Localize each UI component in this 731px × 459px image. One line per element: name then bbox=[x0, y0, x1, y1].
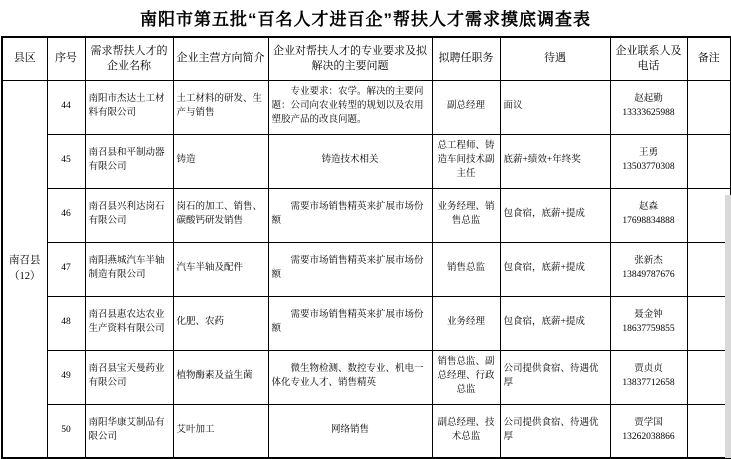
table-row-49 bbox=[2, 350, 731, 404]
contact-name: 赵起勤 bbox=[634, 94, 663, 105]
cell-no: 46 bbox=[47, 188, 85, 242]
table-row-44 bbox=[2, 80, 731, 134]
cell-salary: 包食宿，底薪+提成 bbox=[500, 242, 610, 296]
header-requirement: 企业对帮扶人才的专业要求及拟解决的主要问题 bbox=[268, 37, 432, 80]
cell-no: 48 bbox=[47, 296, 85, 350]
page-title: 南阳市第五批“百名人才进百企”帮扶人才需求摸底调查表 bbox=[140, 10, 591, 29]
contact-name: 张新杰 bbox=[634, 256, 663, 267]
cell-contact bbox=[610, 350, 687, 404]
cell-requirement: 需要市场销售精英来扩展市场份额 bbox=[268, 188, 432, 242]
cell-contact bbox=[610, 188, 687, 242]
cell-business: 铸造 bbox=[173, 134, 268, 188]
cell-contact bbox=[610, 134, 687, 188]
cell-position: 业务经理、销售总监 bbox=[432, 188, 500, 242]
cell-position: 业务经理 bbox=[432, 296, 500, 350]
table-row-45 bbox=[2, 134, 731, 188]
header-row bbox=[2, 37, 731, 80]
contact-name: 贾学国 bbox=[634, 417, 663, 428]
cell-salary: 公司提供食宿、待遇优厚 bbox=[500, 404, 610, 458]
cell-requirement: 网络销售 bbox=[268, 404, 432, 458]
contact-phone: 13849787676 bbox=[622, 270, 675, 280]
cell-requirement: 需要市场销售精英来扩展市场份额 bbox=[268, 242, 432, 296]
cell-company: 南召县宝天曼药业有限公司 bbox=[85, 350, 173, 404]
header-company: 需求帮扶人才的企业名称 bbox=[85, 37, 173, 80]
cell-position: 销售总监 bbox=[432, 242, 500, 296]
cell-position: 副总经理、技术总监 bbox=[432, 404, 500, 458]
county-name: 南召县 bbox=[9, 255, 41, 266]
cell-position: 销售总监、副总经理、行政总监 bbox=[432, 350, 500, 404]
header-business: 企业主营方向简介 bbox=[173, 37, 268, 80]
cell-note bbox=[687, 134, 731, 188]
cell-business: 艾叶加工 bbox=[173, 404, 268, 458]
cell-requirement: 需要市场销售精英来扩展市场份额 bbox=[268, 296, 432, 350]
cell-contact bbox=[610, 296, 687, 350]
cell-business: 岗石的加工、销售、碳酸钙研发销售 bbox=[173, 188, 268, 242]
header-position: 拟聘任职务 bbox=[432, 37, 500, 80]
contact-phone: 17698834888 bbox=[622, 216, 675, 226]
header-note: 备注 bbox=[687, 37, 731, 80]
cell-requirement: 铸造技术相关 bbox=[268, 134, 432, 188]
cell-contact bbox=[610, 80, 687, 134]
cell-position: 副总经理 bbox=[432, 80, 500, 134]
header-salary: 待遇 bbox=[500, 37, 610, 80]
table-row-48 bbox=[2, 296, 731, 350]
cell-salary: 面议 bbox=[500, 80, 610, 134]
header-contact: 企业联系人及电话 bbox=[610, 37, 687, 80]
cell-company: 南召县惠农达农业生产资料有限公司 bbox=[85, 296, 173, 350]
cell-no: 49 bbox=[47, 350, 85, 404]
cell-note bbox=[687, 80, 731, 134]
table-row-46 bbox=[2, 188, 731, 242]
header-county: 县区 bbox=[2, 37, 47, 80]
contact-phone: 13837712658 bbox=[622, 378, 675, 388]
cell-no: 45 bbox=[47, 134, 85, 188]
header-no: 序号 bbox=[47, 37, 85, 80]
contact-name: 王勇 bbox=[638, 148, 658, 159]
contact-phone: 13333625988 bbox=[622, 108, 675, 118]
cell-no: 47 bbox=[47, 242, 85, 296]
cell-company: 南召县和平制动器有限公司 bbox=[85, 134, 173, 188]
cell-requirement: 微生物检测、数控专业、机电一体化专业人才、销售精英 bbox=[268, 350, 432, 404]
survey-table bbox=[1, 36, 731, 459]
table-row-50 bbox=[2, 404, 731, 458]
contact-name: 贾贞贞 bbox=[634, 364, 663, 375]
contact-phone: 18637759855 bbox=[622, 324, 675, 334]
cell-company: 南阳燕城汽车半轴制造有限公司 bbox=[85, 242, 173, 296]
cell-position: 总工程师、铸造车间技术副主任 bbox=[432, 134, 500, 188]
cell-salary: 包食宿，底薪+提成 bbox=[500, 296, 610, 350]
cell-no: 44 bbox=[47, 80, 85, 134]
table-row-47 bbox=[2, 242, 731, 296]
cell-company: 南阳华康艾制品有限公司 bbox=[85, 404, 173, 458]
page-edge-shadow bbox=[725, 195, 731, 458]
cell-contact bbox=[610, 404, 687, 458]
cell-salary: 公司提供食宿、待遇优厚 bbox=[500, 350, 610, 404]
cell-no: 50 bbox=[47, 404, 85, 458]
contact-name: 聂金钟 bbox=[634, 310, 663, 321]
cell-company: 南召县兴利达岗石有限公司 bbox=[85, 188, 173, 242]
cell-business: 汽车半轴及配件 bbox=[173, 242, 268, 296]
cell-business: 土工材料的研发、生产与销售 bbox=[173, 80, 268, 134]
cell-salary: 包食宿，底薪+提成 bbox=[500, 188, 610, 242]
contact-phone: 13262038866 bbox=[622, 431, 675, 442]
cell-business: 化肥、农药 bbox=[173, 296, 268, 350]
county-cell bbox=[2, 80, 47, 458]
cell-company: 南阳市杰达土工材料有限公司 bbox=[85, 80, 173, 134]
cell-business: 植物酶素及益生菌 bbox=[173, 350, 268, 404]
contact-phone: 13503770308 bbox=[622, 162, 675, 172]
cell-requirement: 专业要求：农学。解决的主要问题：公司向农业转型的规划以及农用塑胶产品的改良问题。 bbox=[268, 80, 432, 134]
cell-contact bbox=[610, 242, 687, 296]
contact-name: 赵森 bbox=[638, 202, 658, 213]
cell-salary: 底薪+绩效+年终奖 bbox=[500, 134, 610, 188]
county-count: （12） bbox=[9, 270, 41, 282]
